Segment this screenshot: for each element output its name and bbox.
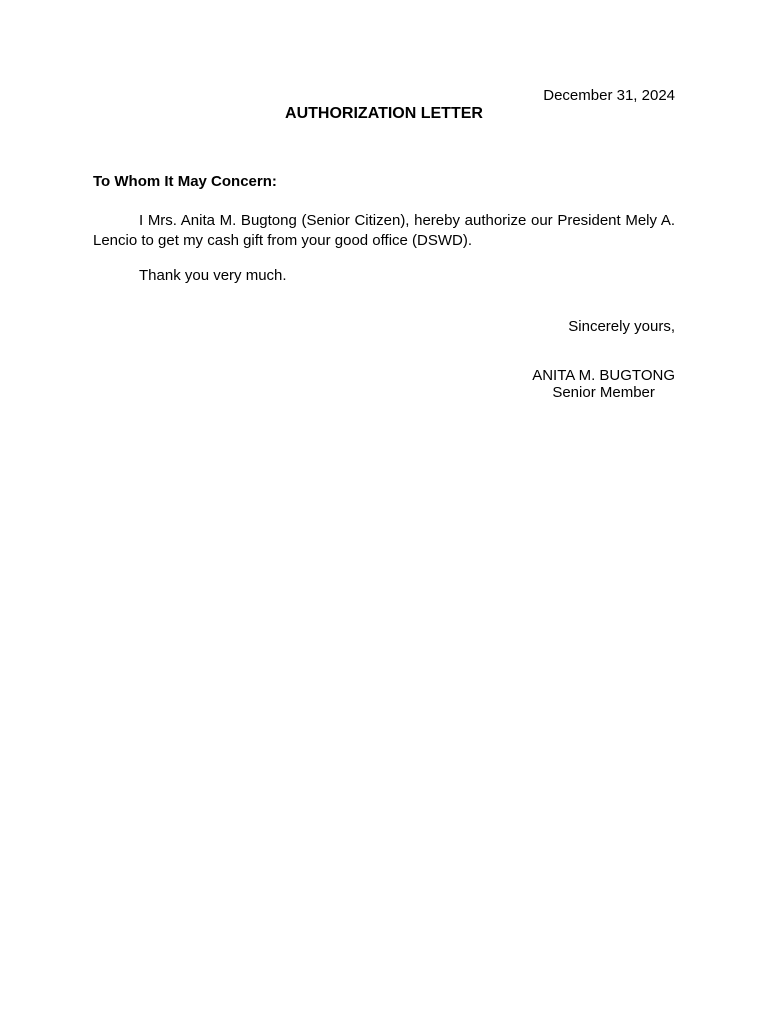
signatory-name: ANITA M. BUGTONG (532, 367, 675, 384)
letter-date: December 31, 2024 (543, 87, 675, 104)
thanks-line: Thank you very much. (139, 267, 287, 284)
salutation: To Whom It May Concern: (93, 173, 277, 190)
body-paragraph: I Mrs. Anita M. Bugtong (Senior Citizen), hereby authorize our President Mely A. Lencio to get my cash gift from your good office (DSWD). (93, 212, 675, 249)
closing-line: Sincerely yours, (568, 318, 675, 335)
signatory-title: Senior Member (552, 384, 655, 401)
letter-title: AUTHORIZATION LETTER (285, 105, 483, 122)
signature-block (532, 367, 675, 401)
